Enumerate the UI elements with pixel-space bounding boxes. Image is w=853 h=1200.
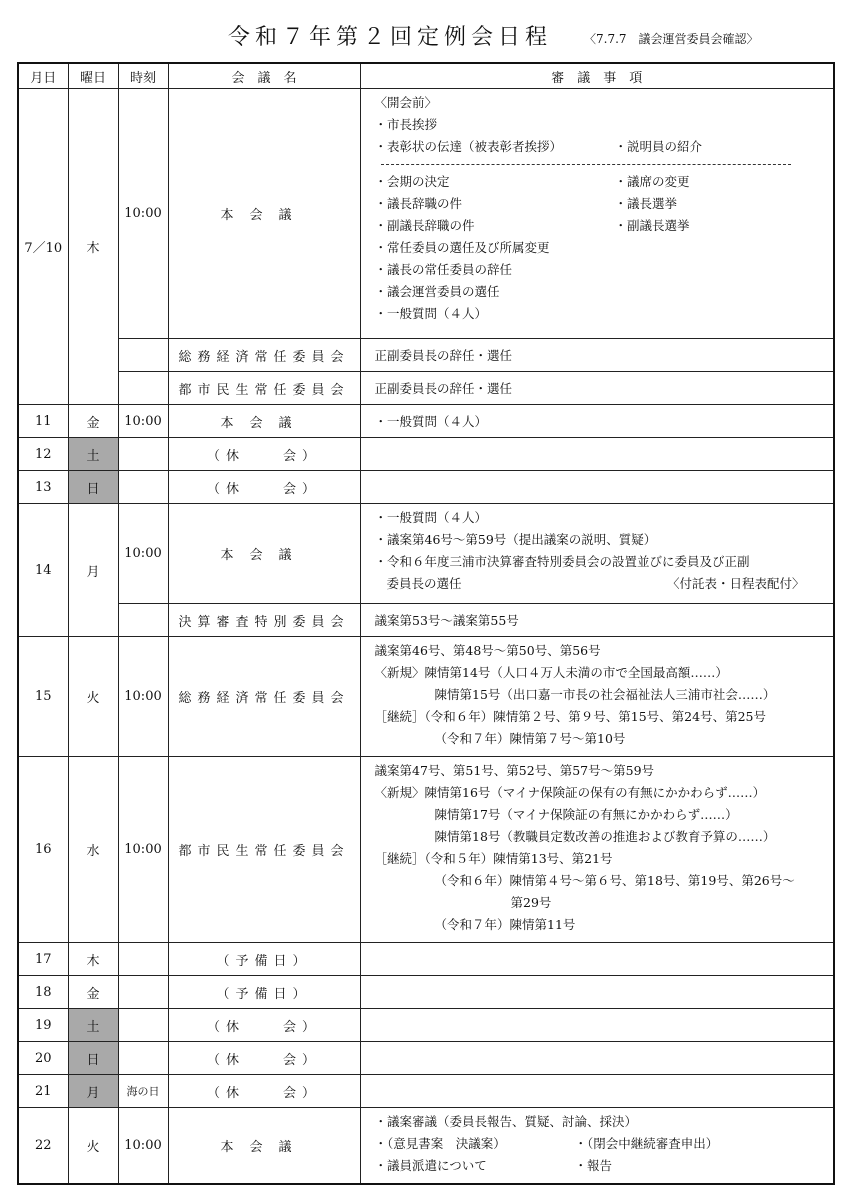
table-row: [18, 405, 834, 438]
agenda-cell: [360, 1009, 834, 1042]
agenda-line: ・議案審議（委員長報告、質疑、討論、採決）: [374, 1114, 638, 1129]
header-day: 曜日: [68, 63, 118, 89]
agenda-line-pair: [375, 215, 834, 237]
table-row: [18, 757, 834, 943]
meeting-cell: （休 会）: [168, 1042, 360, 1075]
time-cell: [118, 1009, 168, 1042]
agenda-line: ・説明員の紹介: [614, 139, 703, 154]
header-row: [18, 63, 834, 89]
meeting-cell: 総務経済常任委員会: [168, 637, 360, 757]
day-cell: 土: [68, 1009, 118, 1042]
header-meeting: 会 議 名: [168, 63, 360, 89]
time-cell: [118, 604, 168, 637]
meeting-cell: （予備日）: [168, 943, 360, 976]
time-cell: 海の日: [118, 1075, 168, 1108]
agenda-line: ・会期の決定: [374, 174, 450, 189]
date-cell: 13: [18, 471, 68, 504]
table-row: [18, 471, 834, 504]
title-note: 〈7.7.7 議会運営委員会確認〉: [584, 32, 759, 46]
agenda-line: ・議会運営委員の選任: [374, 284, 500, 299]
time-cell: [118, 976, 168, 1009]
time-cell: 10:00: [118, 637, 168, 757]
agenda-cell: [360, 1108, 834, 1184]
date-cell: 14: [18, 504, 68, 637]
agenda-line: ・表彰状の伝達（被表彰者挨拶）: [374, 139, 563, 154]
time-cell: 10:00: [118, 1108, 168, 1184]
date-cell: 7／10: [18, 89, 68, 405]
table-row: [18, 637, 834, 757]
meeting-cell: 都市民生常任委員会: [168, 757, 360, 943]
agenda-cell: [360, 1075, 834, 1108]
day-cell: 月: [68, 504, 118, 637]
table-row: [18, 89, 834, 339]
agenda-cell: 正副委員長の辞任・選任: [360, 339, 834, 372]
time-cell: [118, 372, 168, 405]
date-cell: 22: [18, 1108, 68, 1184]
date-cell: 12: [18, 438, 68, 471]
agenda-line-pair: [375, 193, 834, 215]
header-time: 時刻: [118, 63, 168, 89]
table-row: [18, 604, 834, 637]
agenda-line-pair: [375, 136, 834, 158]
agenda-line-pair: [375, 1133, 834, 1155]
meeting-cell: （休 会）: [168, 471, 360, 504]
agenda-line: ・副議長辞職の件: [374, 218, 475, 233]
table-row: [18, 372, 834, 405]
agenda-line: 陳情第18号（教職員定数改善の推進および教育予算の……）: [434, 829, 776, 844]
day-cell: 木: [68, 943, 118, 976]
agenda-line: 議案第47号、第51号、第52号、第57号〜第59号: [374, 763, 655, 778]
date-cell: 17: [18, 943, 68, 976]
day-cell: 月: [68, 1075, 118, 1108]
agenda-cell: 正副委員長の辞任・選任: [360, 372, 834, 405]
agenda-cell: [360, 637, 834, 757]
agenda-cell: [360, 943, 834, 976]
date-cell: 11: [18, 405, 68, 438]
agenda-cell: ・一般質問（４人）: [360, 405, 834, 438]
day-cell: 日: [68, 1042, 118, 1075]
meeting-cell: （休 会）: [168, 1009, 360, 1042]
agenda-line: 議案第46号、第48号〜第50号、第56号: [374, 643, 601, 658]
schedule-table: [17, 62, 835, 1185]
agenda-line: ・令和６年度三浦市決算審査特別委員会の設置並びに委員及び正副: [374, 554, 750, 569]
agenda-line: 委員長の選任: [386, 576, 462, 591]
agenda-line: 〈付託表・日程表配付〉: [666, 576, 805, 591]
dashed-divider: [381, 164, 791, 165]
agenda-line: 陳情第17号（マイナ保険証の有無にかかわらず……）: [434, 807, 738, 822]
agenda-line: ・副議長選挙: [614, 218, 690, 233]
date-cell: 21: [18, 1075, 68, 1108]
agenda-line-pair: [375, 1155, 834, 1177]
table-row: [18, 504, 834, 604]
meeting-cell: （休 会）: [168, 1075, 360, 1108]
agenda-line: ・一般質問（４人）: [374, 510, 488, 525]
day-cell: 金: [68, 405, 118, 438]
agenda-line: ・議長の常任委員の辞任: [374, 262, 513, 277]
agenda-line: ・（閉会中継続審査申出）: [574, 1136, 719, 1151]
time-cell: 10:00: [118, 89, 168, 339]
agenda-line: ・議案第46号〜第59号（提出議案の説明、質疑）: [374, 532, 657, 547]
agenda-cell: [360, 757, 834, 943]
table-row: [18, 1108, 834, 1184]
agenda-cell: [360, 1042, 834, 1075]
agenda-line: 〈新規〉陳情第14号（人口４万人未満の市で全国最高額……）: [374, 665, 728, 680]
table-row: [18, 1042, 834, 1075]
meeting-cell: （予備日）: [168, 976, 360, 1009]
agenda-line: （令和６年）陳情第４号〜第６号、第18号、第19号、第26号〜: [434, 873, 795, 888]
meeting-cell: 都市民生常任委員会: [168, 372, 360, 405]
agenda-line: ・報告: [574, 1158, 613, 1173]
table-row: [18, 943, 834, 976]
day-cell: 土: [68, 438, 118, 471]
header-date: 月日: [18, 63, 68, 89]
agenda-line: 陳情第15号（出口嘉一市長の社会福祉法人三浦市社会……）: [434, 687, 776, 702]
agenda-line: ・議長辞職の件: [374, 196, 463, 211]
agenda-line: 〈新規〉陳情第16号（マイナ保険証の保有の有無にかかわらず……）: [374, 785, 766, 800]
table-row: [18, 976, 834, 1009]
agenda-line: ［継続］（令和５年）陳情第13号、第21号: [374, 851, 613, 866]
agenda-line: ・議員派遣について: [374, 1158, 487, 1173]
agenda-cell: [360, 504, 834, 604]
meeting-cell: （休 会）: [168, 438, 360, 471]
time-cell: 10:00: [118, 405, 168, 438]
meeting-cell: 本会議: [168, 405, 360, 438]
time-cell: [118, 339, 168, 372]
agenda-line: ・議長選挙: [614, 196, 678, 211]
day-cell: 日: [68, 471, 118, 504]
agenda-line: ［継続］（令和６年）陳情第２号、第９号、第15号、第24号、第25号: [374, 709, 766, 724]
time-cell: 10:00: [118, 757, 168, 943]
agenda-cell: [360, 89, 834, 339]
date-cell: 18: [18, 976, 68, 1009]
table-row: [18, 1009, 834, 1042]
time-cell: 10:00: [118, 504, 168, 604]
agenda-line: ・市長挨拶: [374, 117, 438, 132]
page-title: 令和７年第２回定例会日程: [228, 25, 553, 50]
agenda-line: 第29号: [510, 895, 552, 910]
time-cell: [118, 471, 168, 504]
agenda-line: （令和７年）陳情第11号: [434, 917, 576, 932]
title-area: [0, 18, 853, 58]
agenda-line: （令和７年）陳情第７号〜第10号: [434, 731, 626, 746]
agenda-line: ・議席の変更: [614, 174, 690, 189]
date-cell: 20: [18, 1042, 68, 1075]
table-row: [18, 339, 834, 372]
header-agenda: 審 議 事 項: [360, 63, 834, 89]
agenda-line-pair: [375, 171, 834, 193]
agenda-cell: 議案第53号〜議案第55号: [360, 604, 834, 637]
meeting-cell: 本会議: [168, 89, 360, 339]
day-cell: 木: [68, 89, 118, 405]
agenda-line: ・（意見書案 決議案）: [374, 1136, 506, 1151]
day-cell: 水: [68, 757, 118, 943]
table-row: [18, 438, 834, 471]
time-cell: [118, 438, 168, 471]
meeting-cell: 総務経済常任委員会: [168, 339, 360, 372]
agenda-line: ・一般質問（４人）: [374, 306, 488, 321]
agenda-line-pair: [375, 573, 805, 595]
meeting-cell: 本会議: [168, 504, 360, 604]
agenda-line: 〈開会前〉: [374, 95, 438, 110]
meeting-cell: 決算審査特別委員会: [168, 604, 360, 637]
day-cell: 金: [68, 976, 118, 1009]
date-cell: 19: [18, 1009, 68, 1042]
agenda-cell: [360, 976, 834, 1009]
time-cell: [118, 943, 168, 976]
date-cell: 16: [18, 757, 68, 943]
date-cell: 15: [18, 637, 68, 757]
day-cell: 火: [68, 1108, 118, 1184]
time-cell: [118, 1042, 168, 1075]
agenda-line: ・常任委員の選任及び所属変更: [374, 240, 550, 255]
table-row: [18, 1075, 834, 1108]
day-cell: 火: [68, 637, 118, 757]
meeting-cell: 本会議: [168, 1108, 360, 1184]
agenda-cell: [360, 471, 834, 504]
agenda-cell: [360, 438, 834, 471]
